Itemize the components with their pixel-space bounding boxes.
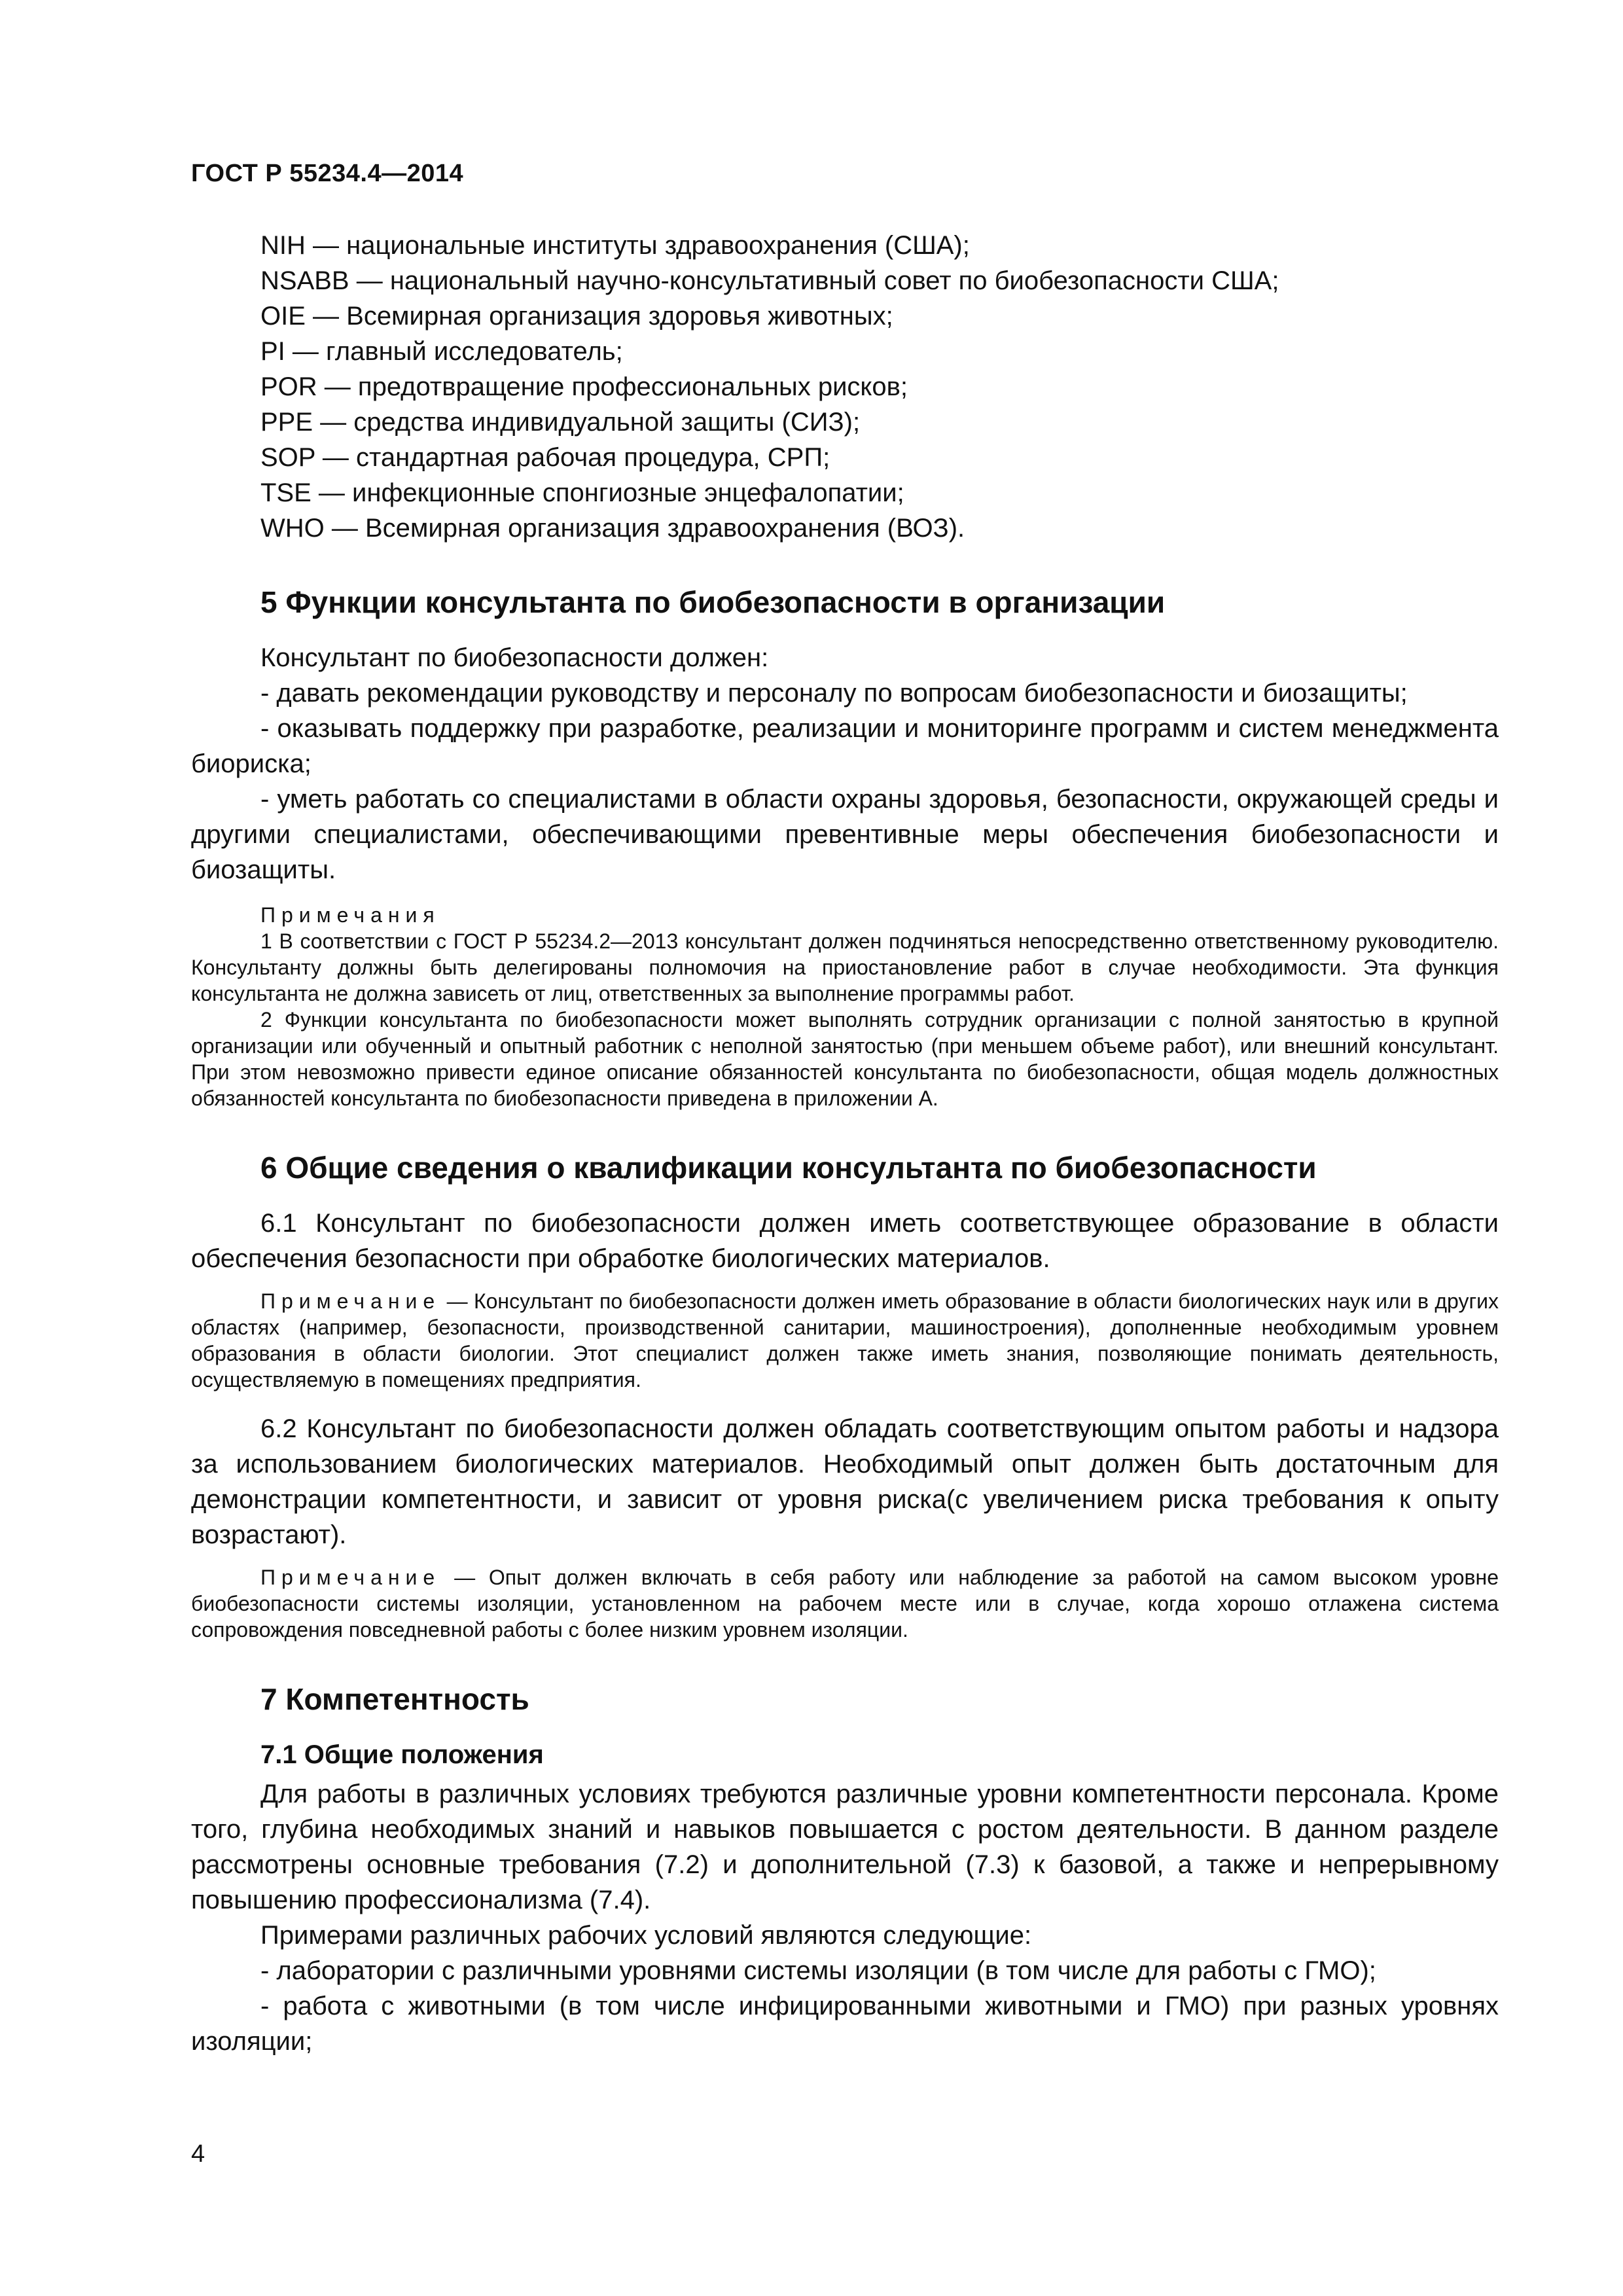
abbreviation-item: TSE — инфекционные спонгиозные энцефалопатии; xyxy=(260,478,904,507)
section-5-paragraph: Консультант по биобезопасности должен: xyxy=(260,643,769,672)
section-7-paragraph: Примерами различных рабочих условий являются следующие: xyxy=(260,1921,1032,1950)
note-text: — Консультант по биобезопасности должен иметь образование в области биологических наук или в других областях (например, безопасности, производственной санитарии, машиностроения), дополненные необходимым уровнем образования в области биологии. Этот специалист должен также иметь знания, позволяющие понимать деятельность, осуществляемую в помещениях предприятия. xyxy=(191,1289,1499,1391)
section-7-1-title: 7.1 Общие положения xyxy=(260,1740,544,1769)
page-content xyxy=(191,228,1499,2059)
note-item: 2 Функции консультанта по биобезопасности может выполнять сотрудник организации с полной занятостью в крупной организации или обученный и опытный работник с неполной занятостью (при меньшем объеме работ), или внешний консультант. При этом невозможно привести единое описание обязанностей консультанта по биобезопасности, общая модель должностных обязанностей консультанта по биобезопасности приведена в приложении А. xyxy=(191,1008,1499,1110)
abbreviation-item: SOP — стандартная рабочая процедура, СРП; xyxy=(260,443,830,472)
abbreviation-item: POR — предотвращение профессиональных рисков; xyxy=(260,372,908,401)
section-7-paragraph: - работа с животными (в том числе инфицированными животными и ГМО) при разных уровнях изоляции; xyxy=(191,1992,1499,2056)
section-7-paragraph: - лаборатории с различными уровнями системы изоляции (в том числе для работы с ГМО); xyxy=(260,1956,1376,1985)
section-6-2-note xyxy=(191,1564,1499,1643)
abbreviation-list xyxy=(191,228,1499,546)
note-item: 1 В соответствии с ГОСТ Р 55234.2—2013 консультант должен подчиняться непосредственно ответственному руководителю. Консультанту должны быть делегированы полномочия на приостановление работ в случае необходимости. Эта функция консультанта не должна зависеть от лиц, ответственных за выполнение программы работ. xyxy=(191,929,1499,1005)
note-text: — Опыт должен включать в себя работу или наблюдение за работой на самом высоком уровне биобезопасности системы изоляции, установленном на рабочем месте или в случае, когда хорошо отлажена система сопровождения повседневной работы с более низким уровнем изоляции. xyxy=(191,1566,1499,1641)
notes-heading: Примечания xyxy=(260,903,440,927)
note-label: Примечание xyxy=(260,1289,441,1313)
section-5-paragraph: - оказывать поддержку при разработке, реализации и мониторинге программ и систем менеджмента биориска; xyxy=(191,714,1499,778)
page-number: 4 xyxy=(191,2140,205,2168)
note-label: Примечание xyxy=(260,1566,441,1589)
abbreviation-item: NSABB — национальный научно-консультативный совет по биобезопасности США; xyxy=(260,266,1279,295)
abbreviation-item: WHO — Всемирная организация здравоохранения (ВОЗ). xyxy=(260,514,965,543)
section-6-1-note xyxy=(191,1288,1499,1393)
section-5-paragraph: - уметь работать со специалистами в области охраны здоровья, безопасности, окружающей среды и другими специалистами, обеспечивающими превентивные меры обеспечения биобезопасности и биозащиты. xyxy=(191,785,1499,884)
abbreviation-item: NIH — национальные институты здравоохранения (США); xyxy=(260,231,970,260)
section-5-title: 5 Функции консультанта по биобезопасности в организации xyxy=(260,585,1166,619)
section-7-title: 7 Компетентность xyxy=(260,1682,529,1716)
section-7-paragraph: Для работы в различных условиях требуются различные уровни компетентности персонала. Кроме того, глубина необходимых знаний и навыков повышается с ростом деятельности. В данном разделе рассмотрены основные требования (7.2) и дополнительной (7.3) к базовой, а также и непрерывному повышению профессионализма (7.4). xyxy=(191,1780,1499,1914)
document-header: ГОСТ Р 55234.4—2014 xyxy=(191,160,464,187)
section-6-1-paragraph: 6.1 Консультант по биобезопасности должен иметь соответствующее образование в области обеспечения безопасности при обработке биологических материалов. xyxy=(191,1209,1499,1273)
abbreviation-item: OIE — Всемирная организация здоровья животных; xyxy=(260,302,893,331)
section-6-title: 6 Общие сведения о квалификации консультанта по биобезопасности xyxy=(260,1151,1317,1185)
section-5-paragraph: - давать рекомендации руководству и персоналу по вопросам биобезопасности и биозащиты; xyxy=(260,679,1408,708)
section-6-2-paragraph: 6.2 Консультант по биобезопасности должен обладать соответствующим опытом работы и надзора за использованием биологических материалов. Необходимый опыт должен быть достаточным для демонстрации компетентности, и зависит от уровня риска(с увеличением риска требования к опыту возрастают). xyxy=(191,1414,1499,1549)
abbreviation-item: PI — главный исследователь; xyxy=(260,337,623,366)
abbreviation-item: PPE — средства индивидуальной защиты (СИЗ); xyxy=(260,408,861,437)
